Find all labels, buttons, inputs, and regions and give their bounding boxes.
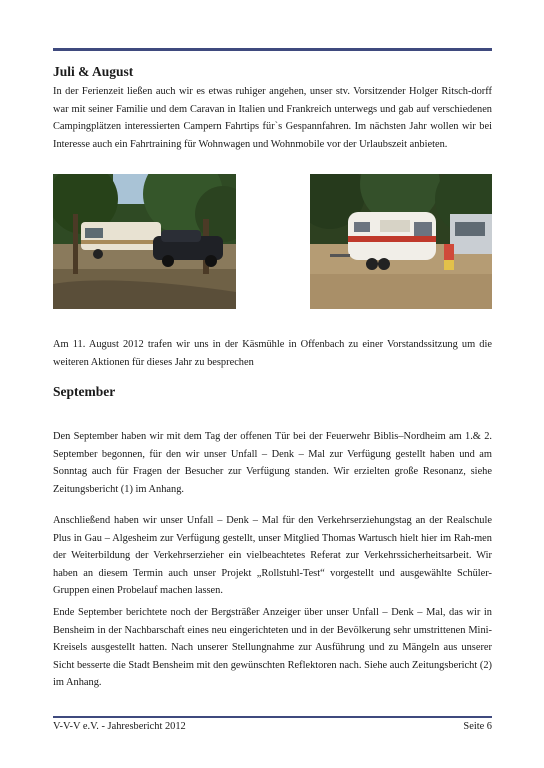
caravan-campsite-photo: [310, 174, 492, 309]
page-number: Seite 6: [463, 721, 492, 732]
section-heading-juli-august: Juli & August: [53, 64, 134, 79]
paragraph-feuerwehr: Den September haben wir mit dem Tag der offenen Tür bei der Feuerwehr Biblis–Nordheim am 1.& 2. September begonnen, für den wir unser Unfall – Denk – Mal zur Verfügung gestellt haben und am Sonntag auch für Fragen der Besucher zur Verfügung standen. Wir erzielten große Resonanz, siehe Zeitungsbericht (1) im Anhang.: [53, 431, 492, 495]
footer-title: V-V-V e.V. - Jahresbericht 2012: [53, 721, 186, 732]
footer-rule: [53, 716, 492, 718]
paragraph-ferienzeit: In der Ferienzeit ließen auch wir es etwas ruhiger angehen, unser stv. Vorsitzender Holger Ritsch-dorff war mit seiner Familie und dem Caravan in Italien und Frankreich unterwegs und gab auf verschiedenen Campingplätzen interessierten Campern Fahrtips für`s Gespannfahren. Im nächsten Jahr wollen wir bei Interesse auch ein Fahrtraining für Wohnwagen und Wohnmobile vor der Urlaubszeit anbieten.: [53, 86, 492, 150]
paragraph-kaesmuehle: Am 11. August 2012 trafen wir uns in der Käsmühle in Offenbach zu einer Vorstandssitzung um die weiteren Aktionen für dieses Jahr zu besprechen: [53, 339, 492, 368]
header-rule: [53, 48, 492, 51]
paragraph-bergstraesser-anzeiger: Ende September berichtete noch der Bergsträßer Anzeiger über unser Unfall – Denk – Mal, das wir in Bensheim in der Nachbarschaft eines neu eingerichteten und in der Bevölkerung sehr umstrittenen Mini-Kreisels ausgestellt hatten. Nach unserer Stellungnahme zur Ausführung und zu Mängeln aus unserer Sicht besserte die Stadt Bensheim mit den gewünschten Reflektoren nach. Siehe auch Zeitungsbericht (2) im Anhang.: [53, 607, 492, 688]
paragraph-verkehrserziehungstag: Anschließend haben wir unser Unfall – Denk – Mal für den Verkehrserziehungstag an der Realschule Plus in Gau – Algesheim zur Verfügung gestellt, unser Mitglied Thomas Wartusch hielt hier im Rah-men der Weiterbildung der Verkehrserzieher ein vielbeachtetes Referat zur Verkehrssicherheitsarbeit. Wir haben an diesem Termin auch unser Projekt „Rollstuhl-Test“ vorgestellt und ausgewählte Schüler-Gruppen einen Probelauf machen lassen.: [53, 515, 492, 596]
section-heading-september: September: [53, 384, 116, 399]
caravan-car-under-trees-photo: [53, 174, 236, 309]
